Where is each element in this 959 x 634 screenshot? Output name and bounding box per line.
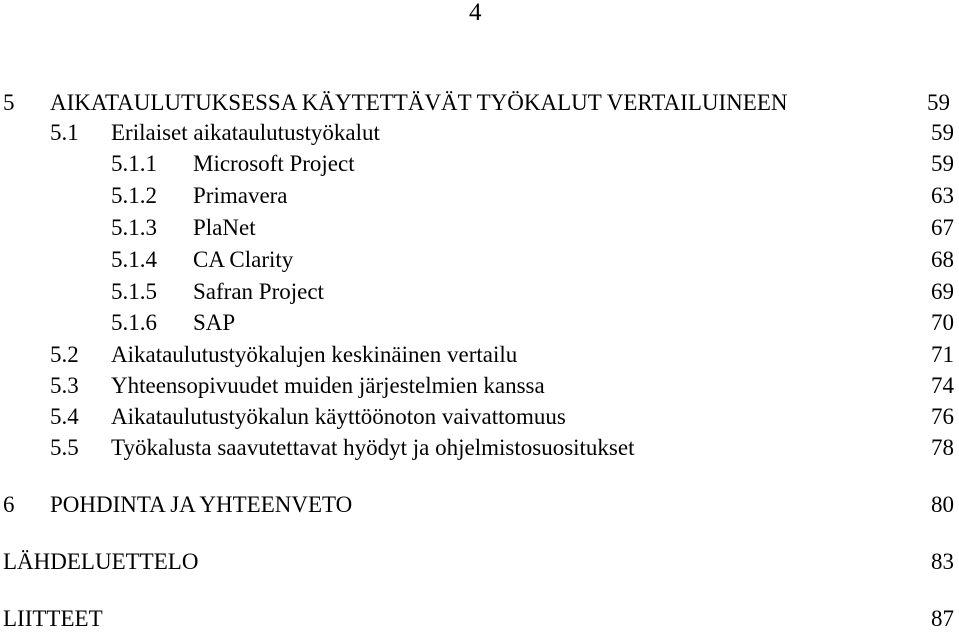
toc-entry-title: POHDINTA JA YHTEENVETO: [50, 492, 353, 517]
toc-entry-title: Microsoft Project: [193, 151, 355, 176]
toc-entry-references[interactable]: [0, 547, 959, 577]
toc-entry-5-1-4[interactable]: [0, 245, 959, 275]
toc-entry-title: LIITTEET: [3, 606, 103, 631]
toc-entry-number: 5.1.3: [111, 215, 157, 240]
toc-entry-page: 59: [931, 120, 954, 145]
toc-entry-number: 5.1.1: [111, 151, 157, 176]
toc-entry-number: 6: [3, 492, 15, 517]
toc-entry-page: 63: [931, 183, 954, 208]
toc-entry-title: Aikataulutustyökalun käyttöönoton vaivattomuus: [111, 404, 566, 429]
toc-entry-page: 68: [931, 247, 954, 272]
toc-entry-5-2[interactable]: [0, 340, 959, 370]
toc-entry-title: Aikataulutustyökalujen keskinäinen vertailu: [111, 342, 518, 367]
toc-entry-page: 59: [927, 90, 950, 115]
toc-entry-5-1-1[interactable]: [0, 149, 959, 179]
toc-entry-number: 5: [3, 90, 15, 115]
toc-entry-5-1[interactable]: [0, 118, 959, 148]
toc-entry-5-3[interactable]: [0, 371, 959, 401]
toc-entry-title: SAP: [193, 310, 236, 335]
toc-entry-title: Primavera: [193, 183, 288, 208]
toc-entry-title: LÄHDELUETTELO: [3, 549, 199, 574]
toc-entry-5-1-2[interactable]: [0, 181, 959, 211]
toc-entry-appendices[interactable]: [0, 604, 959, 634]
page-number: 4: [469, 0, 482, 26]
toc-entry-page: 80: [931, 492, 954, 517]
toc-entry-5-1-5[interactable]: [0, 277, 959, 307]
toc-entry-5[interactable]: [0, 88, 959, 118]
toc-entry-page: 59: [931, 151, 954, 176]
toc-entry-title: CA Clarity: [193, 247, 294, 272]
toc-entry-5-1-3[interactable]: [0, 213, 959, 243]
toc-entry-page: 87: [931, 606, 954, 631]
toc-entry-title: Työkalusta saavutettavat hyödyt ja ohjelmistosuositukset: [111, 435, 635, 460]
toc-entry-page: 69: [931, 279, 954, 304]
toc-entry-number: 5.1: [50, 120, 79, 145]
toc-entry-page: 83: [931, 549, 954, 574]
toc-entry-number: 5.3: [50, 373, 79, 398]
toc-entry-title: Safran Project: [193, 279, 324, 304]
toc-entry-title: AIKATAULUTUKSESSA KÄYTETTÄVÄT TYÖKALUT VERTAILUINEEN: [50, 90, 788, 115]
toc-entry-6[interactable]: [0, 490, 959, 520]
toc-entry-number: 5.4: [50, 404, 79, 429]
toc-entry-number: 5.1.4: [111, 247, 157, 272]
toc-entry-page: 78: [931, 435, 954, 460]
toc-entry-page: 70: [931, 310, 954, 335]
toc-entry-page: 71: [931, 342, 954, 367]
toc-entry-number: 5.5: [50, 435, 79, 460]
toc-entry-number: 5.1.6: [111, 310, 157, 335]
toc-entry-number: 5.2: [50, 342, 79, 367]
toc-entry-number: 5.1.5: [111, 279, 157, 304]
toc-entry-title: Yhteensopivuudet muiden järjestelmien kanssa: [111, 373, 545, 398]
toc-entry-title: Erilaiset aikataulutustyökalut: [111, 120, 380, 145]
toc-entry-page: 67: [931, 215, 954, 240]
toc-entry-5-1-6[interactable]: [0, 308, 959, 338]
toc-entry-5-5[interactable]: [0, 433, 959, 463]
toc-entry-page: 76: [931, 404, 954, 429]
toc-entry-number: 5.1.2: [111, 183, 157, 208]
toc-entry-page: 74: [931, 373, 954, 398]
toc-entry-5-4[interactable]: [0, 402, 959, 432]
toc-entry-title: PlaNet: [193, 215, 256, 240]
